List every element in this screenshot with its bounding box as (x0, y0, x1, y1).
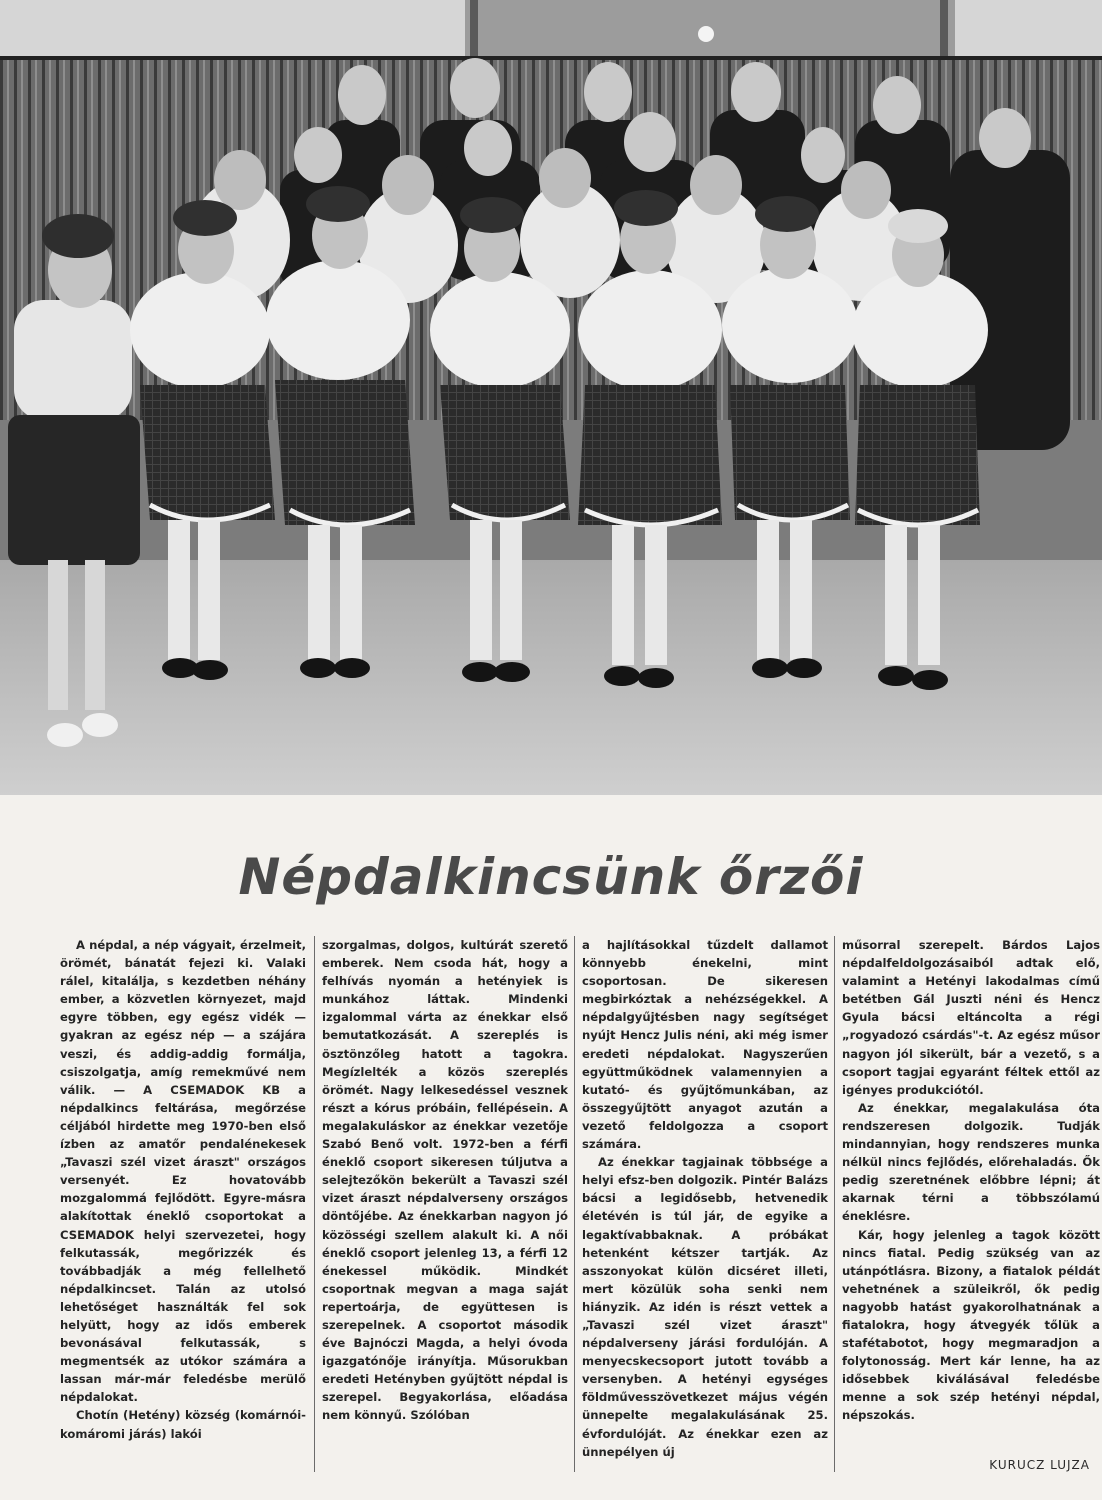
paragraph: a hajlításokkal tűzdelt dallamot könnyebb énekelni, mint csoportosan. De sikeresen megbirkóztak a nehézségekkel. A népdalgyűjtésben nagy segítséget nyújt Hencz Julis néni, aki még ismer eredeti népdalokat. Nagyszerűen együttműködnek valamennyien a kutató- és gyűjtőmunkában, az összegyűjtött anyagot azután a vezető feldolgozza a csoport számára. (582, 938, 828, 1152)
article-column-2 (322, 936, 568, 1425)
author-byline: KURUCZ LUJZA (989, 1458, 1090, 1472)
column-divider (834, 936, 835, 1472)
column-divider (574, 936, 575, 1472)
paragraph: Kár, hogy jelenleg a tagok között nincs fiatal. Pedig szükség van az utánpótlásra. Bizony, a fiatalok példát vehetnének a szüleikről, ők pedig nagyobb hatást gyakorolhatnának a fiatalokra, hogy átvegyék tőlük a stafétabotot, hogy megmaradjon a folytonosság. Mert kár lenne, ha az idősebbek kiválásával feledésbe menne a sok szép hetényi népdal, népszokás. (842, 1227, 1100, 1423)
article-column-3 (582, 936, 828, 1461)
paragraph: szorgalmas, dolgos, kultúrát szerető emberek. Nem csoda hát, hogy a felhívás nyomán a hetényiek is munkához láttak. Mindenki izgalommal várta az énekkar első bemutatkozását. A szereplés is ösztönzőleg hatott a tagokra. Megízlelték a közös szereplés örömét. Nagy lelkesedéssel vesznek részt a kórus próbáin, fellépésein. A megalakuláskor az énekkar vezetője Szabó Benő volt. 1972-ben a férfi éneklő csoport sikeresen túljutva a selejtezőkön bekerült a Tavaszi szél vizet áraszt népdalverseny országos döntőjébe. Az énekkarban nagyon jó közösségi szellem alakult ki. A női éneklő csoport jelenleg 13, a férfi 12 énekessel működik. Mindkét csoportnak megvan a maga saját repertoárja, de együttesen is szerepelnek. A csoportot második éve Bajnóczi Magda, a helyi óvoda igazgatónője irányítja. Műsorukban eredeti Hetényben gyűjtött népdal is szerepel. Begyakorlása, előadása nem könnyű. Szólóban (322, 938, 568, 1423)
paragraph: Az énekkar tagjainak többsége a helyi efsz-ben dolgozik. Pintér Balázs bácsi a legidősebb, hetvenedik életévén is túl jár, de egyike a legaktívabbaknak. A próbákat hetenként kétszer tartják. Az asszonyokat külön dicséret illeti, mert közülük soha senki nem hiányzik. Az idén is részt vettek a „Tavaszi szél vizet áraszt" népdalverseny járási fordulóján. A menyecskecsoport jutott tovább a versenyben. A hetényi egységes földművesszövetkezet május végén ünnepelte megalakulásának 25. évfordulóját. Az énekkar ezen az ünnepélyen új (582, 1155, 828, 1459)
paragraph: műsorral szerepelt. Bárdos Lajos népdalfeldolgozásaiból adtak elő, valamint a Hetényi lakodalmas című betétben Gál Juszti néni és Hencz Gyula bácsi eltáncolta a régi „rogyadozó csárdás"-t. Az egész műsor nagyon jól sikerült, bár a vezető, s a csoport tagjai egyaránt féltek ettől az igényes produkciótól. (842, 938, 1100, 1097)
paragraph: A népdal, a nép vágyait, érzelmeit, örömét, bánatát fejezi ki. Valaki rálel, kitalálja, s kezdetben néhány ember, a közvetlen környezet, majd egyre többen, egy egész vidék — gyakran az egész nép — a szájára veszi, és addig-addig formálja, csiszolgatja, amíg remekművé nem válik. — A CSEMADOK KB a népdalkincs feltárása, megőrzése céljából hirdette meg 1970-ben első ízben az amatőr pendalénekesek „Tavaszi szél vizet áraszt" országos versenyét. Ez hovatovább mozgalommá fejlődött. Egyre-másra alakítottak éneklő csoportokat a CSEMADOK helyi szervezetei, hogy felkutassák, megőrizzék és továbbadják a még fellelhető népdalkincset. Talán az utolsó lehetőséget használták fel sok helyütt, hogy az idős emberek bevonásával felkutassák, s megmentsék az utókor számára a lassan már-már feledésbe merülő népdalokat. (60, 938, 306, 1405)
paragraph: Chotín (Hetény) község (komárnói-komáromi járás) lakói (60, 1408, 306, 1441)
article-body (60, 936, 1100, 1476)
paragraph: Az énekkar, megalakulása óta rendszeresen dolgozik. Tudják mindannyian, hogy rendszeres munka nélkül nincs fejlődés, előrehaladás. Ők pedig szeretnének előbbre lépni; át akarnak térni a többszólamú éneklésre. (842, 1100, 1100, 1224)
article-column-4 (842, 936, 1100, 1425)
article-headline: Népdalkincsünk őrzői (238, 848, 864, 906)
article-column-1 (60, 936, 306, 1443)
column-divider (314, 936, 315, 1472)
